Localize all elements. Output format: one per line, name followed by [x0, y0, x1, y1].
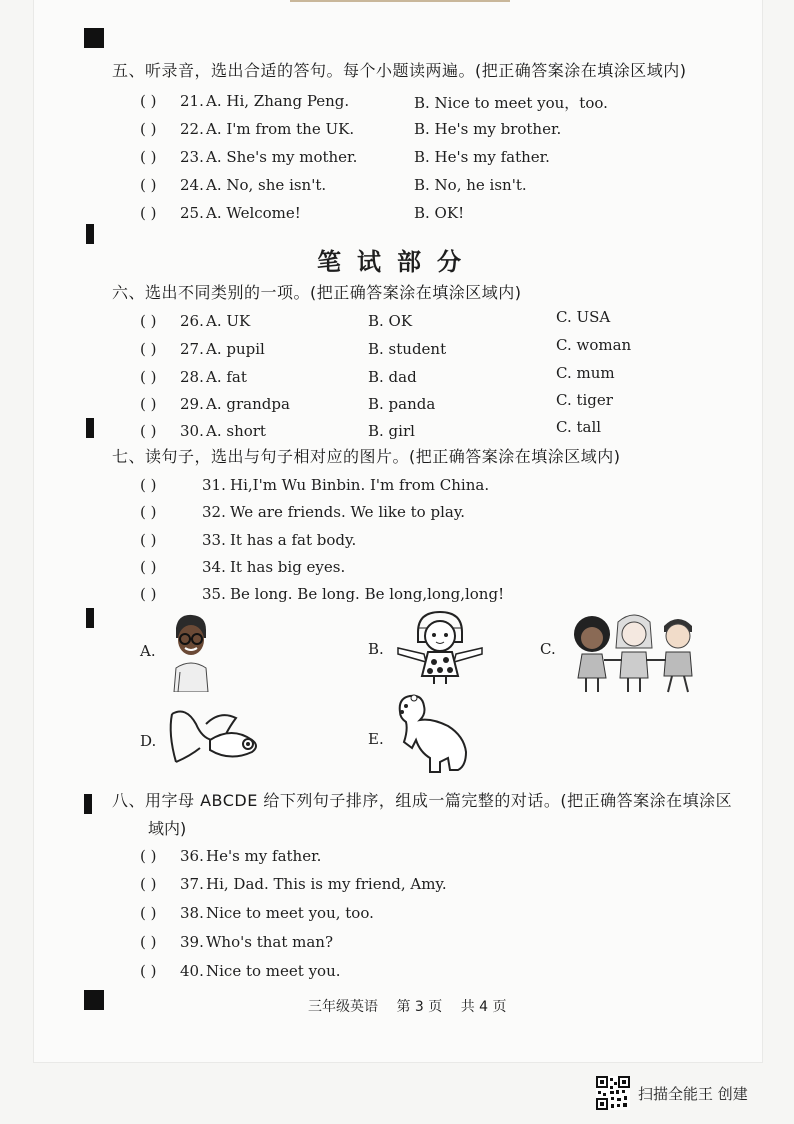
answer-blank[interactable]: ( )	[140, 312, 157, 330]
question-text: Nice to meet you, too.	[206, 904, 374, 922]
answer-blank[interactable]: ( )	[140, 585, 157, 603]
footer-subject: 三年级英语	[308, 999, 378, 1015]
option-a: A. Welcome!	[206, 204, 301, 222]
option-b: B. He's my father.	[414, 148, 550, 166]
question-number: 25.	[180, 204, 204, 222]
picture-label-c: C.	[540, 640, 556, 658]
question-number: 27.	[180, 340, 204, 358]
question-text: Hi,I'm Wu Binbin. I'm from China.	[230, 476, 490, 494]
question-number: 35.	[202, 585, 226, 603]
option-b: B. girl	[368, 422, 415, 440]
question-number: 32.	[202, 503, 226, 521]
answer-blank[interactable]: ( )	[140, 933, 157, 951]
option-c: C. USA	[556, 308, 611, 326]
registration-mark	[84, 794, 92, 814]
question-text: It has a fat body.	[230, 531, 357, 549]
option-b: B. OK	[368, 312, 413, 330]
option-a: A. short	[206, 422, 266, 440]
answer-blank[interactable]: ( )	[140, 120, 157, 138]
question-number: 38.	[180, 904, 204, 922]
registration-mark	[86, 418, 94, 438]
qr-code-icon[interactable]	[596, 1076, 630, 1110]
option-c: C. woman	[556, 336, 632, 354]
question-number: 40.	[180, 962, 204, 980]
answer-blank[interactable]: ( )	[140, 962, 157, 980]
question-number: 30.	[180, 422, 204, 440]
option-a: A. UK	[206, 312, 251, 330]
answer-blank[interactable]: ( )	[140, 368, 157, 386]
three-friends-picture[interactable]	[568, 608, 704, 694]
option-b: B. dad	[368, 368, 417, 386]
section-7-title: 七、读句子，选出与句子相对应的图片。(把正确答案涂在填涂区域内)	[112, 447, 621, 466]
registration-mark	[86, 608, 94, 628]
footer-total-pages: 共 4 页	[460, 999, 507, 1015]
answer-blank[interactable]: ( )	[140, 340, 157, 358]
scanner-watermark-text: 扫描全能王 创建	[638, 1084, 748, 1103]
question-number: 36.	[180, 847, 204, 865]
scanner-watermark	[596, 1076, 748, 1110]
option-a: A. fat	[206, 368, 247, 386]
question-number: 31.	[202, 476, 226, 494]
option-a: A. She's my mother.	[206, 148, 358, 166]
question-number: 33.	[202, 531, 226, 549]
footer-page-number: 第 3 页	[396, 999, 443, 1015]
goldfish-picture[interactable]	[166, 704, 266, 770]
question-number: 39.	[180, 933, 204, 951]
question-text: We are friends. We like to play.	[230, 503, 466, 521]
answer-blank[interactable]: ( )	[140, 148, 157, 166]
top-edge-line	[290, 0, 510, 2]
question-number: 26.	[180, 312, 204, 330]
question-text: Who's that man?	[206, 933, 333, 951]
answer-blank[interactable]: ( )	[140, 395, 157, 413]
section-5-title: 五、听录音，选出合适的答句。每个小题读两遍。(把正确答案涂在填涂区域内)	[112, 61, 687, 80]
question-text: It has big eyes.	[230, 558, 346, 576]
question-number: 21.	[180, 92, 204, 110]
picture-label-e: E.	[368, 730, 384, 748]
picture-label-d: D.	[140, 732, 157, 750]
option-a: A. I'm from the UK.	[206, 120, 355, 138]
option-b: B. Nice to meet you，too.	[414, 94, 608, 112]
question-text: Hi, Dad. This is my friend, Amy.	[206, 875, 447, 893]
written-part-title: 笔试部分	[317, 247, 477, 276]
question-text: He's my father.	[206, 847, 322, 865]
option-c: C. tiger	[556, 391, 613, 409]
registration-mark	[84, 28, 104, 48]
polar-bear-picture[interactable]	[392, 692, 472, 774]
option-b: B. OK!	[414, 204, 465, 222]
answer-blank[interactable]: ( )	[140, 476, 157, 494]
answer-blank[interactable]: ( )	[140, 558, 157, 576]
option-a: A. No, she isn't.	[206, 176, 327, 194]
option-b: B. panda	[368, 395, 436, 413]
question-text: Nice to meet you.	[206, 962, 341, 980]
answer-blank[interactable]: ( )	[140, 875, 157, 893]
registration-mark	[84, 990, 104, 1010]
answer-blank[interactable]: ( )	[140, 904, 157, 922]
section-8-title-continued: 域内)	[148, 819, 187, 838]
answer-blank[interactable]: ( )	[140, 204, 157, 222]
option-a: A. pupil	[206, 340, 265, 358]
answer-blank[interactable]: ( )	[140, 422, 157, 440]
question-number: 34.	[202, 558, 226, 576]
option-c: C. tall	[556, 418, 602, 436]
section-6-title: 六、选出不同类别的一项。(把正确答案涂在填涂区域内)	[112, 283, 522, 302]
boy-with-glasses-picture[interactable]	[166, 610, 214, 692]
question-number: 29.	[180, 395, 204, 413]
question-number: 37.	[180, 875, 204, 893]
picture-label-b: B.	[368, 640, 384, 658]
question-number: 28.	[180, 368, 204, 386]
answer-blank[interactable]: ( )	[140, 531, 157, 549]
answer-blank[interactable]: ( )	[140, 92, 157, 110]
option-a: A. Hi, Zhang Peng.	[206, 92, 350, 110]
picture-label-a: A.	[140, 642, 156, 660]
section-8-title: 八、用字母 ABCDE 给下列句子排序，组成一篇完整的对话。(把正确答案涂在填涂区	[112, 791, 733, 810]
question-text: Be long. Be long. Be long,long,long!	[230, 585, 505, 603]
answer-blank[interactable]: ( )	[140, 503, 157, 521]
question-number: 23.	[180, 148, 204, 166]
option-a: A. grandpa	[206, 395, 290, 413]
answer-blank[interactable]: ( )	[140, 847, 157, 865]
option-b: B. No, he isn't.	[414, 176, 527, 194]
girl-doll-picture[interactable]	[394, 608, 486, 684]
question-number: 24.	[180, 176, 204, 194]
registration-mark	[86, 224, 94, 244]
answer-blank[interactable]: ( )	[140, 176, 157, 194]
question-number: 22.	[180, 120, 204, 138]
option-b: B. student	[368, 340, 447, 358]
option-b: B. He's my brother.	[414, 120, 562, 138]
option-c: C. mum	[556, 364, 615, 382]
page-footer	[308, 996, 521, 1016]
